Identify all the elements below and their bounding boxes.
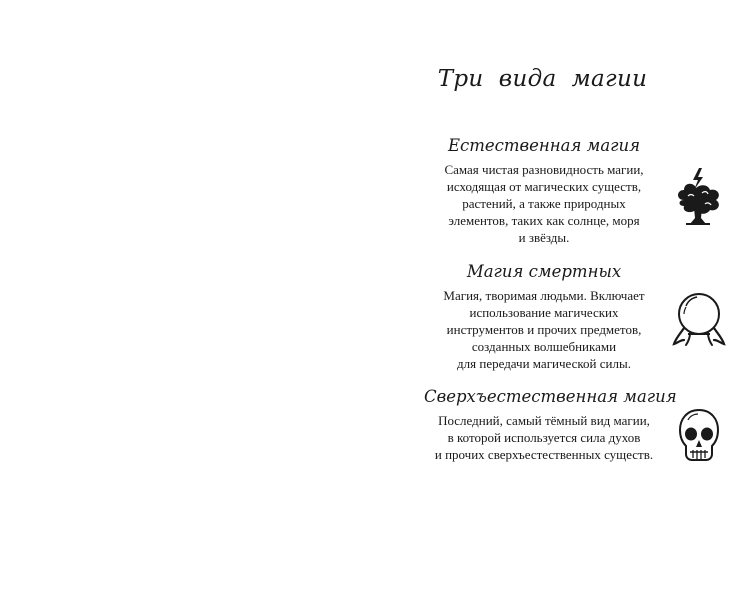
description-line: и прочих сверхъестественных существ. xyxy=(434,447,654,462)
section-description xyxy=(424,412,664,463)
section-title: Сверхъестественная магия xyxy=(424,387,677,406)
description-line: инструментов и прочих предметов, xyxy=(446,322,642,337)
description-line: Самая чистая разновидность магии, xyxy=(444,162,644,177)
crystal-ball-icon xyxy=(672,290,726,350)
section-supernatural-magic xyxy=(424,387,677,463)
description-line: и звёзды. xyxy=(518,230,570,245)
description-line: элементов, таких как солнце, моря xyxy=(448,213,640,228)
section-title: Магия смертных xyxy=(466,262,622,281)
tree-lightning-icon xyxy=(672,166,724,228)
section-natural-magic xyxy=(424,136,664,246)
description-line: растений, а также природных xyxy=(462,196,626,211)
description-line: Последний, самый тёмный вид магии, xyxy=(438,413,650,428)
description-line: Магия, творимая людьми. Включает xyxy=(443,288,645,303)
section-description xyxy=(424,161,664,246)
section-mortal-magic xyxy=(424,262,664,372)
description-line: в которой используется сила духов xyxy=(447,430,641,445)
description-line: использование магических xyxy=(469,305,619,320)
section-description xyxy=(424,287,664,372)
description-line: для передачи магической силы. xyxy=(457,356,631,371)
page-title: Три вида магии xyxy=(437,66,648,92)
description-line: созданных волшебниками xyxy=(471,339,617,354)
section-title: Естественная магия xyxy=(447,136,641,155)
skull-icon xyxy=(678,408,720,466)
description-line: исходящая от магических существ, xyxy=(446,179,642,194)
